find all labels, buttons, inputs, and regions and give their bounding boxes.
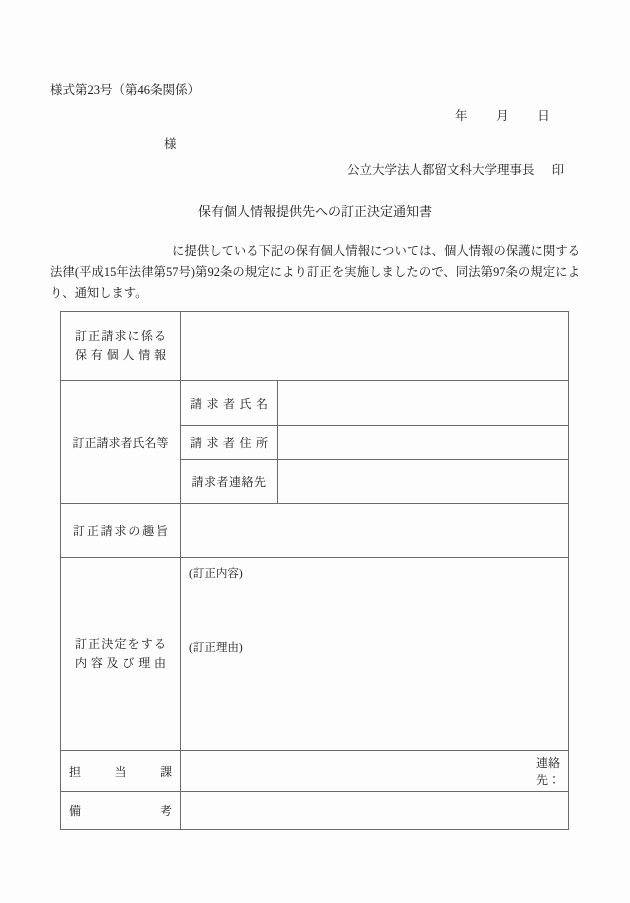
seal-mark: 印 — [551, 163, 565, 177]
row-label-decision-content — [61, 558, 181, 751]
page-title: 保有個人情報提供先への訂正決定通知書 — [197, 204, 432, 219]
row-label-department — [61, 751, 181, 792]
note-correction-reason: (訂正理由) — [189, 642, 243, 654]
row-label-line-2: 保有個人情報 — [75, 348, 166, 362]
sub-label-requester-address — [181, 426, 278, 460]
table-row — [61, 751, 569, 792]
row-label-remarks — [61, 792, 181, 830]
row-label-request-purpose — [61, 504, 181, 558]
sub-label-text: 請求者氏名 — [190, 396, 268, 411]
row-label-line-2: 内容及び理由 — [75, 656, 166, 670]
table-row — [61, 792, 569, 830]
date-day-label: 日 — [537, 109, 550, 123]
body-paragraph — [50, 241, 580, 304]
body-line-2: 法律(平成15年法律第57号)第92条の規定により訂正を実施しましたので、同法第97条の規定により、 — [50, 265, 580, 300]
table-row — [61, 504, 569, 558]
row-label-line-1: 訂正請求に係る — [75, 329, 166, 343]
row-label-text: 訂正請求の趣旨 — [73, 524, 168, 538]
sub-label-text: 請求者連絡先 — [191, 475, 267, 489]
date-line — [455, 106, 550, 124]
table-row — [61, 381, 569, 426]
field-requester-address[interactable] — [278, 426, 569, 460]
field-department[interactable] — [181, 751, 569, 792]
issuer-name: 公立大学法人都留文科大学理事長 — [347, 163, 535, 177]
note-correction-content: (訂正内容) — [189, 568, 243, 580]
row-label-requester: 訂正請求者氏名等 — [72, 435, 169, 450]
row-label-line-1: 訂正決定をする — [75, 637, 166, 651]
row-label-target-info — [61, 312, 181, 381]
field-request-purpose[interactable] — [181, 504, 569, 558]
row-label-requester-group — [61, 381, 181, 504]
table-row — [61, 312, 569, 381]
correction-notice-table — [60, 311, 569, 830]
row-label-text: 備考 — [69, 804, 172, 818]
sub-label-text: 請求者住所 — [190, 436, 268, 450]
field-requester-contact[interactable] — [278, 460, 569, 504]
sub-label-requester-name — [181, 381, 278, 426]
date-month-label: 月 — [496, 109, 509, 123]
contact-label: 連絡先： — [536, 756, 561, 787]
form-number: 様式第23号（第46条関係） — [50, 83, 201, 97]
body-line-1: に提供している下記の保有個人情報については、個人情報の保護に関する — [172, 244, 580, 258]
date-year-label: 年 — [455, 109, 468, 123]
field-target-info[interactable] — [181, 312, 569, 381]
row-label-text: 担当課 — [69, 764, 172, 779]
issuer-line — [347, 160, 564, 178]
field-requester-name[interactable] — [278, 381, 569, 426]
field-decision-content[interactable] — [181, 558, 569, 751]
field-remarks[interactable] — [181, 792, 569, 830]
addressee-honorific: 様 — [164, 137, 177, 151]
body-line-3: 通知します。 — [74, 286, 148, 300]
sub-label-requester-contact — [181, 460, 278, 504]
table-row — [61, 558, 569, 751]
